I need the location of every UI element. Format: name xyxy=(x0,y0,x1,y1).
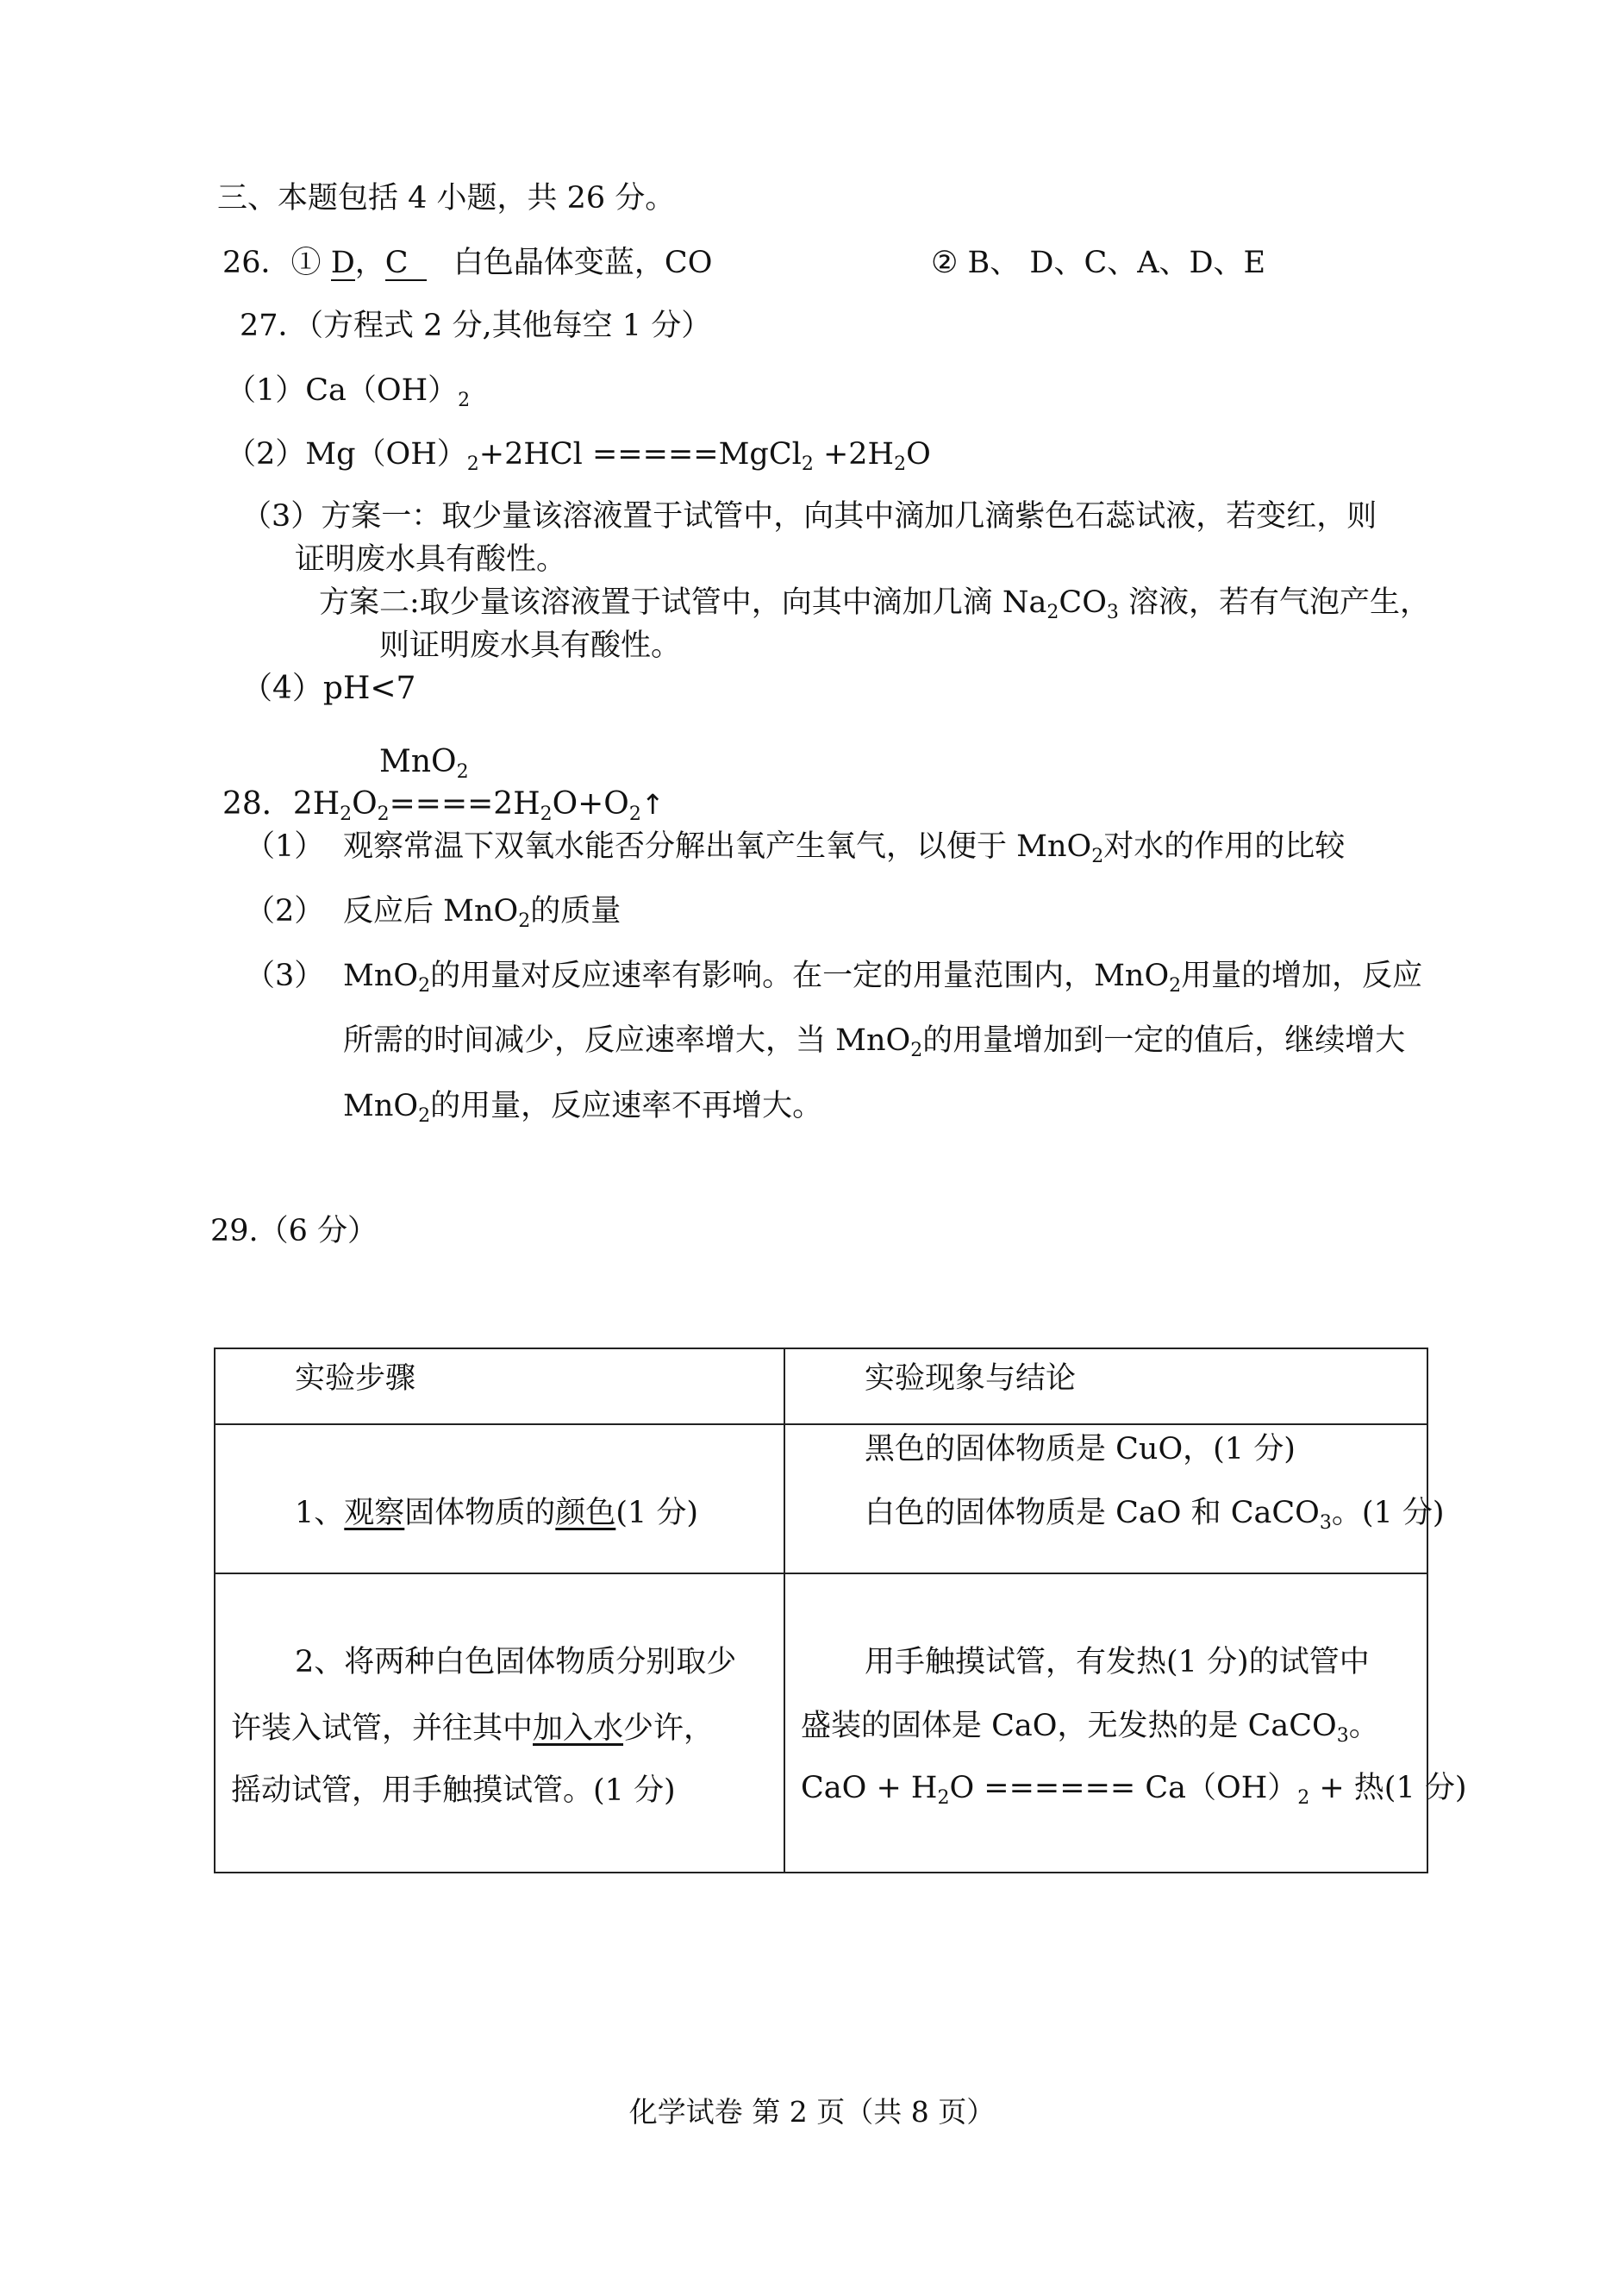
step2-line2-c: 少许， xyxy=(623,1711,715,1746)
q26-circle-1: ① xyxy=(290,246,322,280)
step2-add-water: 加入水 xyxy=(533,1711,624,1746)
q27-part3-line1: （3）方案一：取少量该溶液置于试管中，向其中滴加几滴紫色石蕊试液，若变红，则 xyxy=(241,499,1377,534)
q27-part1-label: （1） xyxy=(226,373,306,408)
q28-item3-l1-a: MnO xyxy=(343,959,419,993)
q27-part3-line3-sub2: 3 xyxy=(1106,602,1119,623)
q27-part3-line3 xyxy=(319,584,1430,622)
step1-c: 固体物质的 xyxy=(404,1496,556,1530)
q27-part2-b: +2HCl =====MgCl xyxy=(478,437,802,472)
q28-eq-c: ====2H xyxy=(389,786,540,822)
q26-answer-d: D xyxy=(330,246,355,280)
q26-sep: ， xyxy=(354,246,385,280)
q28-item1-a: 观察常温下双氧水能否分解出氧产生氧气，以便于 MnO xyxy=(343,829,1092,864)
col-header-steps: 实验步骤 xyxy=(295,1361,416,1396)
q27-part3-line3-a: 方案二:取少量该溶液置于试管中，向其中滴加几滴 Na xyxy=(319,585,1047,620)
result2-line2-sub: 3 xyxy=(1336,1725,1349,1747)
q28-eq-number: 28． xyxy=(222,786,293,822)
q27-part2 xyxy=(226,435,931,473)
step2-line2 xyxy=(231,1710,714,1748)
table-cell-step1 xyxy=(215,1424,784,1573)
q28-item3-label: （3） xyxy=(245,959,325,993)
table-row xyxy=(215,1573,1427,1873)
step1-a: 1、 xyxy=(295,1496,345,1530)
q26-number: 26． xyxy=(222,246,291,280)
q27-part1-text: Ca（OH） xyxy=(305,373,459,408)
q27-part3-line3-c: 溶液，若有气泡产生， xyxy=(1118,585,1431,620)
q27-part3-line3-b: CO xyxy=(1059,585,1107,620)
q28-item3-l2-b: 的用量增加到一定的值后，继续增大 xyxy=(922,1023,1406,1058)
q27-part2-sub2: 2 xyxy=(801,453,814,475)
result1-line1: 黑色的固体物质是 CuO，(1 分) xyxy=(865,1432,1296,1466)
q28-item3-l2-a: 所需的时间减少，反应速率增大，当 MnO xyxy=(343,1023,911,1058)
result2-line3-sub2: 2 xyxy=(1297,1787,1310,1809)
q28-eq-sub3: 2 xyxy=(540,804,553,825)
q28-item3-line1 xyxy=(343,957,1422,995)
q28-item3-l3-b: 的用量，反应速率不再增大。 xyxy=(430,1089,823,1123)
q28-item3-l1-sub2: 2 xyxy=(1169,975,1182,997)
q28-item2-b: 的质量 xyxy=(530,894,621,929)
q28-item3-l1-b: 的用量对反应速率有影响。在一定的用量范围内，MnO xyxy=(430,959,1170,993)
q28-item3-l3-a: MnO xyxy=(343,1089,419,1123)
result2-line1: 用手触摸试管，有发热(1 分)的试管中 xyxy=(865,1645,1370,1679)
step1-color: 颜色 xyxy=(555,1496,616,1530)
q28-item2-sub: 2 xyxy=(518,910,531,932)
q27-part3-line2: 证明废水具有酸性。 xyxy=(295,542,567,577)
q28-item3-line3 xyxy=(343,1087,822,1125)
q28-eq-sub4: 2 xyxy=(628,804,641,825)
q27-part1-sub: 2 xyxy=(458,390,471,411)
q27-header: 27．（方程式 2 分,其他每空 1 分） xyxy=(240,309,712,343)
table-header-cell-results xyxy=(784,1348,1427,1424)
q27-part2-sub3: 2 xyxy=(894,453,907,475)
q26-answer-c: C xyxy=(385,247,427,281)
q26-part2 xyxy=(931,244,1265,282)
result1-line2-sub: 3 xyxy=(1319,1512,1332,1534)
q28-item1-b: 对水的作用的比较 xyxy=(1103,829,1346,864)
section-heading: 三、本题包括 4 小题，共 26 分。 xyxy=(217,181,676,216)
q28-item3-l2-sub: 2 xyxy=(910,1040,923,1061)
q27-part4: （4）pH<7 xyxy=(241,671,416,706)
result2-line3-c: + 热(1 分) xyxy=(1309,1771,1467,1805)
result2-line2-a: 盛装的固体是 CaO，无发热的是 CaCO xyxy=(801,1709,1337,1743)
q28-item3-l3-sub: 2 xyxy=(418,1105,431,1127)
q27-part2-d: O xyxy=(906,437,931,472)
q28-item2-label: （2） xyxy=(245,894,325,929)
q28-item3-l1-c: 用量的增加，反应 xyxy=(1181,959,1423,993)
q28-catalyst: MnO xyxy=(379,744,457,779)
result1-line2-a: 白色的固体物质是 CaO 和 CaCO xyxy=(865,1496,1320,1530)
step2-line3: 摇动试管，用手触摸试管。(1 分) xyxy=(231,1773,676,1808)
page-footer: 化学试卷 第 2 页（共 8 页） xyxy=(628,2095,996,2129)
q27-part2-a: Mg（OH） xyxy=(305,437,467,472)
q28-equation xyxy=(222,785,665,823)
q26-line xyxy=(222,244,712,282)
step2-line2-a: 许装入试管，并往其中 xyxy=(231,1711,534,1746)
q28-item3-l1-sub1: 2 xyxy=(418,975,431,997)
q27-part1 xyxy=(226,372,470,410)
q28-catalyst-sub: 2 xyxy=(456,761,469,783)
experiment-table xyxy=(214,1348,1467,1873)
table-cell-result1 xyxy=(784,1424,1445,1573)
q28-eq-sub1: 2 xyxy=(340,804,353,825)
result2-line3-b: O ====== Ca（OH） xyxy=(949,1771,1298,1805)
q29-header: 29.（6 分） xyxy=(210,1214,378,1248)
step1-text xyxy=(295,1494,698,1532)
step1-observe: 观察 xyxy=(344,1496,405,1530)
result2-line3-a: CaO + H xyxy=(801,1771,938,1805)
col-header-results: 实验现象与结论 xyxy=(865,1361,1077,1396)
step1-score: (1 分) xyxy=(615,1496,699,1530)
up-arrow-icon: ↑ xyxy=(640,788,665,821)
table-header-cell-steps xyxy=(215,1348,784,1424)
q28-item1-sub: 2 xyxy=(1091,846,1104,867)
table-row xyxy=(215,1424,1427,1573)
q28-catalyst-label xyxy=(379,743,469,781)
q27-part2-label: （2） xyxy=(226,437,306,472)
result2-line3 xyxy=(801,1769,1467,1807)
table-cell-result2 xyxy=(784,1573,1467,1873)
q28-item1-text xyxy=(343,828,1345,866)
q26-circle-2: ② xyxy=(931,246,959,280)
result2-line2-b: 。 xyxy=(1348,1709,1379,1743)
q28-eq-d: O+O xyxy=(552,786,629,822)
q28-item2-a: 反应后 MnO xyxy=(343,894,519,929)
q28-item3-line2 xyxy=(343,1022,1405,1060)
q27-part3-line4: 则证明废水具有酸性。 xyxy=(379,628,682,663)
result2-line3-sub1: 2 xyxy=(937,1787,950,1809)
result1-line2-b: 。(1 分) xyxy=(1331,1496,1445,1530)
q26-observation: 白色晶体变蓝，CO xyxy=(453,246,713,280)
q28-eq-b: O xyxy=(352,786,378,822)
q27-part3-line3-sub1: 2 xyxy=(1046,602,1059,623)
q27-part2-c: +2H xyxy=(813,437,895,472)
q28-item1-label: （1） xyxy=(245,829,325,864)
q27-part2-sub1: 2 xyxy=(466,453,479,475)
table-header-row xyxy=(215,1348,1427,1424)
q26-order: B、 D、C、A、D、E xyxy=(967,246,1266,280)
result2-line2 xyxy=(801,1707,1379,1745)
result1-line2 xyxy=(865,1494,1445,1532)
step2-line1: 2、将两种白色固体物质分别取少 xyxy=(295,1645,737,1679)
q28-eq-a: 2H xyxy=(292,786,340,822)
q28-eq-sub2: 2 xyxy=(377,804,390,825)
q28-item2-text xyxy=(343,892,621,930)
table-cell-step2 xyxy=(215,1573,784,1873)
